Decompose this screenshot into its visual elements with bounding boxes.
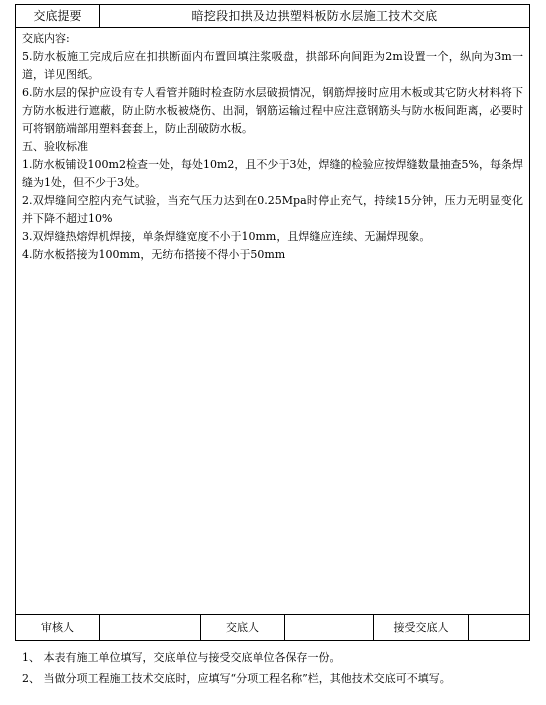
- footnote: 1、 本表有施工单位填写，交底单位与接受交底单位各保存一份。: [22, 651, 341, 664]
- reviewer-label: 审核人: [16, 615, 100, 640]
- content-paragraph: 1.防水板铺设100m2检查一处，每处10m2，且不少于3处，焊缝的检验应按焊缝数量抽查5%，每条焊缝为1处，但不少于3处。: [22, 158, 523, 189]
- section-heading: 五、验收标准: [22, 140, 88, 153]
- document-title: 暗挖段扣拱及边拱塑料板防水层施工技术交底: [191, 9, 438, 23]
- header-row: [16, 5, 529, 28]
- footnote: 2、 当做分项工程施工技术交底时，应填写“分项工程名称”栏，其他技术交底可不填写。: [22, 672, 451, 685]
- receiver-label: 接受交底人: [374, 615, 469, 640]
- content-cell: [16, 28, 529, 615]
- content-paragraph: 6.防水层的保护应设有专人看管并随时检查防水层破损情况，钢筋焊接时应用木板或其它防火材料将下方防水板进行遮蔽，防止防水板被烧伤、出洞，钢筋运输过程中应注意钢筋头与防水板间距离，必要时可将钢筋端部用塑料套套上，防止刮破防水板。: [22, 86, 523, 135]
- content-paragraph: 3.双焊缝热熔焊机焊接，单条焊缝宽度不小于10mm，且焊缝应连续、无漏焊现象。: [22, 230, 431, 243]
- header-label: 交底提要: [16, 5, 100, 27]
- discloser-label: 交底人: [201, 615, 285, 640]
- discloser-signature-field[interactable]: [285, 615, 374, 640]
- content-intro: 交底内容:: [22, 32, 70, 45]
- disclosure-form: [15, 4, 530, 641]
- signature-row: [16, 615, 529, 640]
- footnotes: [22, 647, 532, 689]
- reviewer-signature-field[interactable]: [100, 615, 201, 640]
- content-paragraph: 2.双焊缝间空腔内充气试验，当充气压力达到在0.25Mpa时停止充气，持续15分钟，压力无明显变化并下降不超过10%: [22, 194, 523, 225]
- receiver-signature-field[interactable]: [469, 615, 529, 640]
- content-paragraph: 4.防水板搭接为100mm，无纺布搭接不得小于50mm: [22, 248, 286, 261]
- content-paragraph: 5.防水板施工完成后应在扣拱断面内布置回填注浆吸盘，拱部环向间距为2m设置一个，纵向为3m一道，详见图纸。: [22, 50, 523, 81]
